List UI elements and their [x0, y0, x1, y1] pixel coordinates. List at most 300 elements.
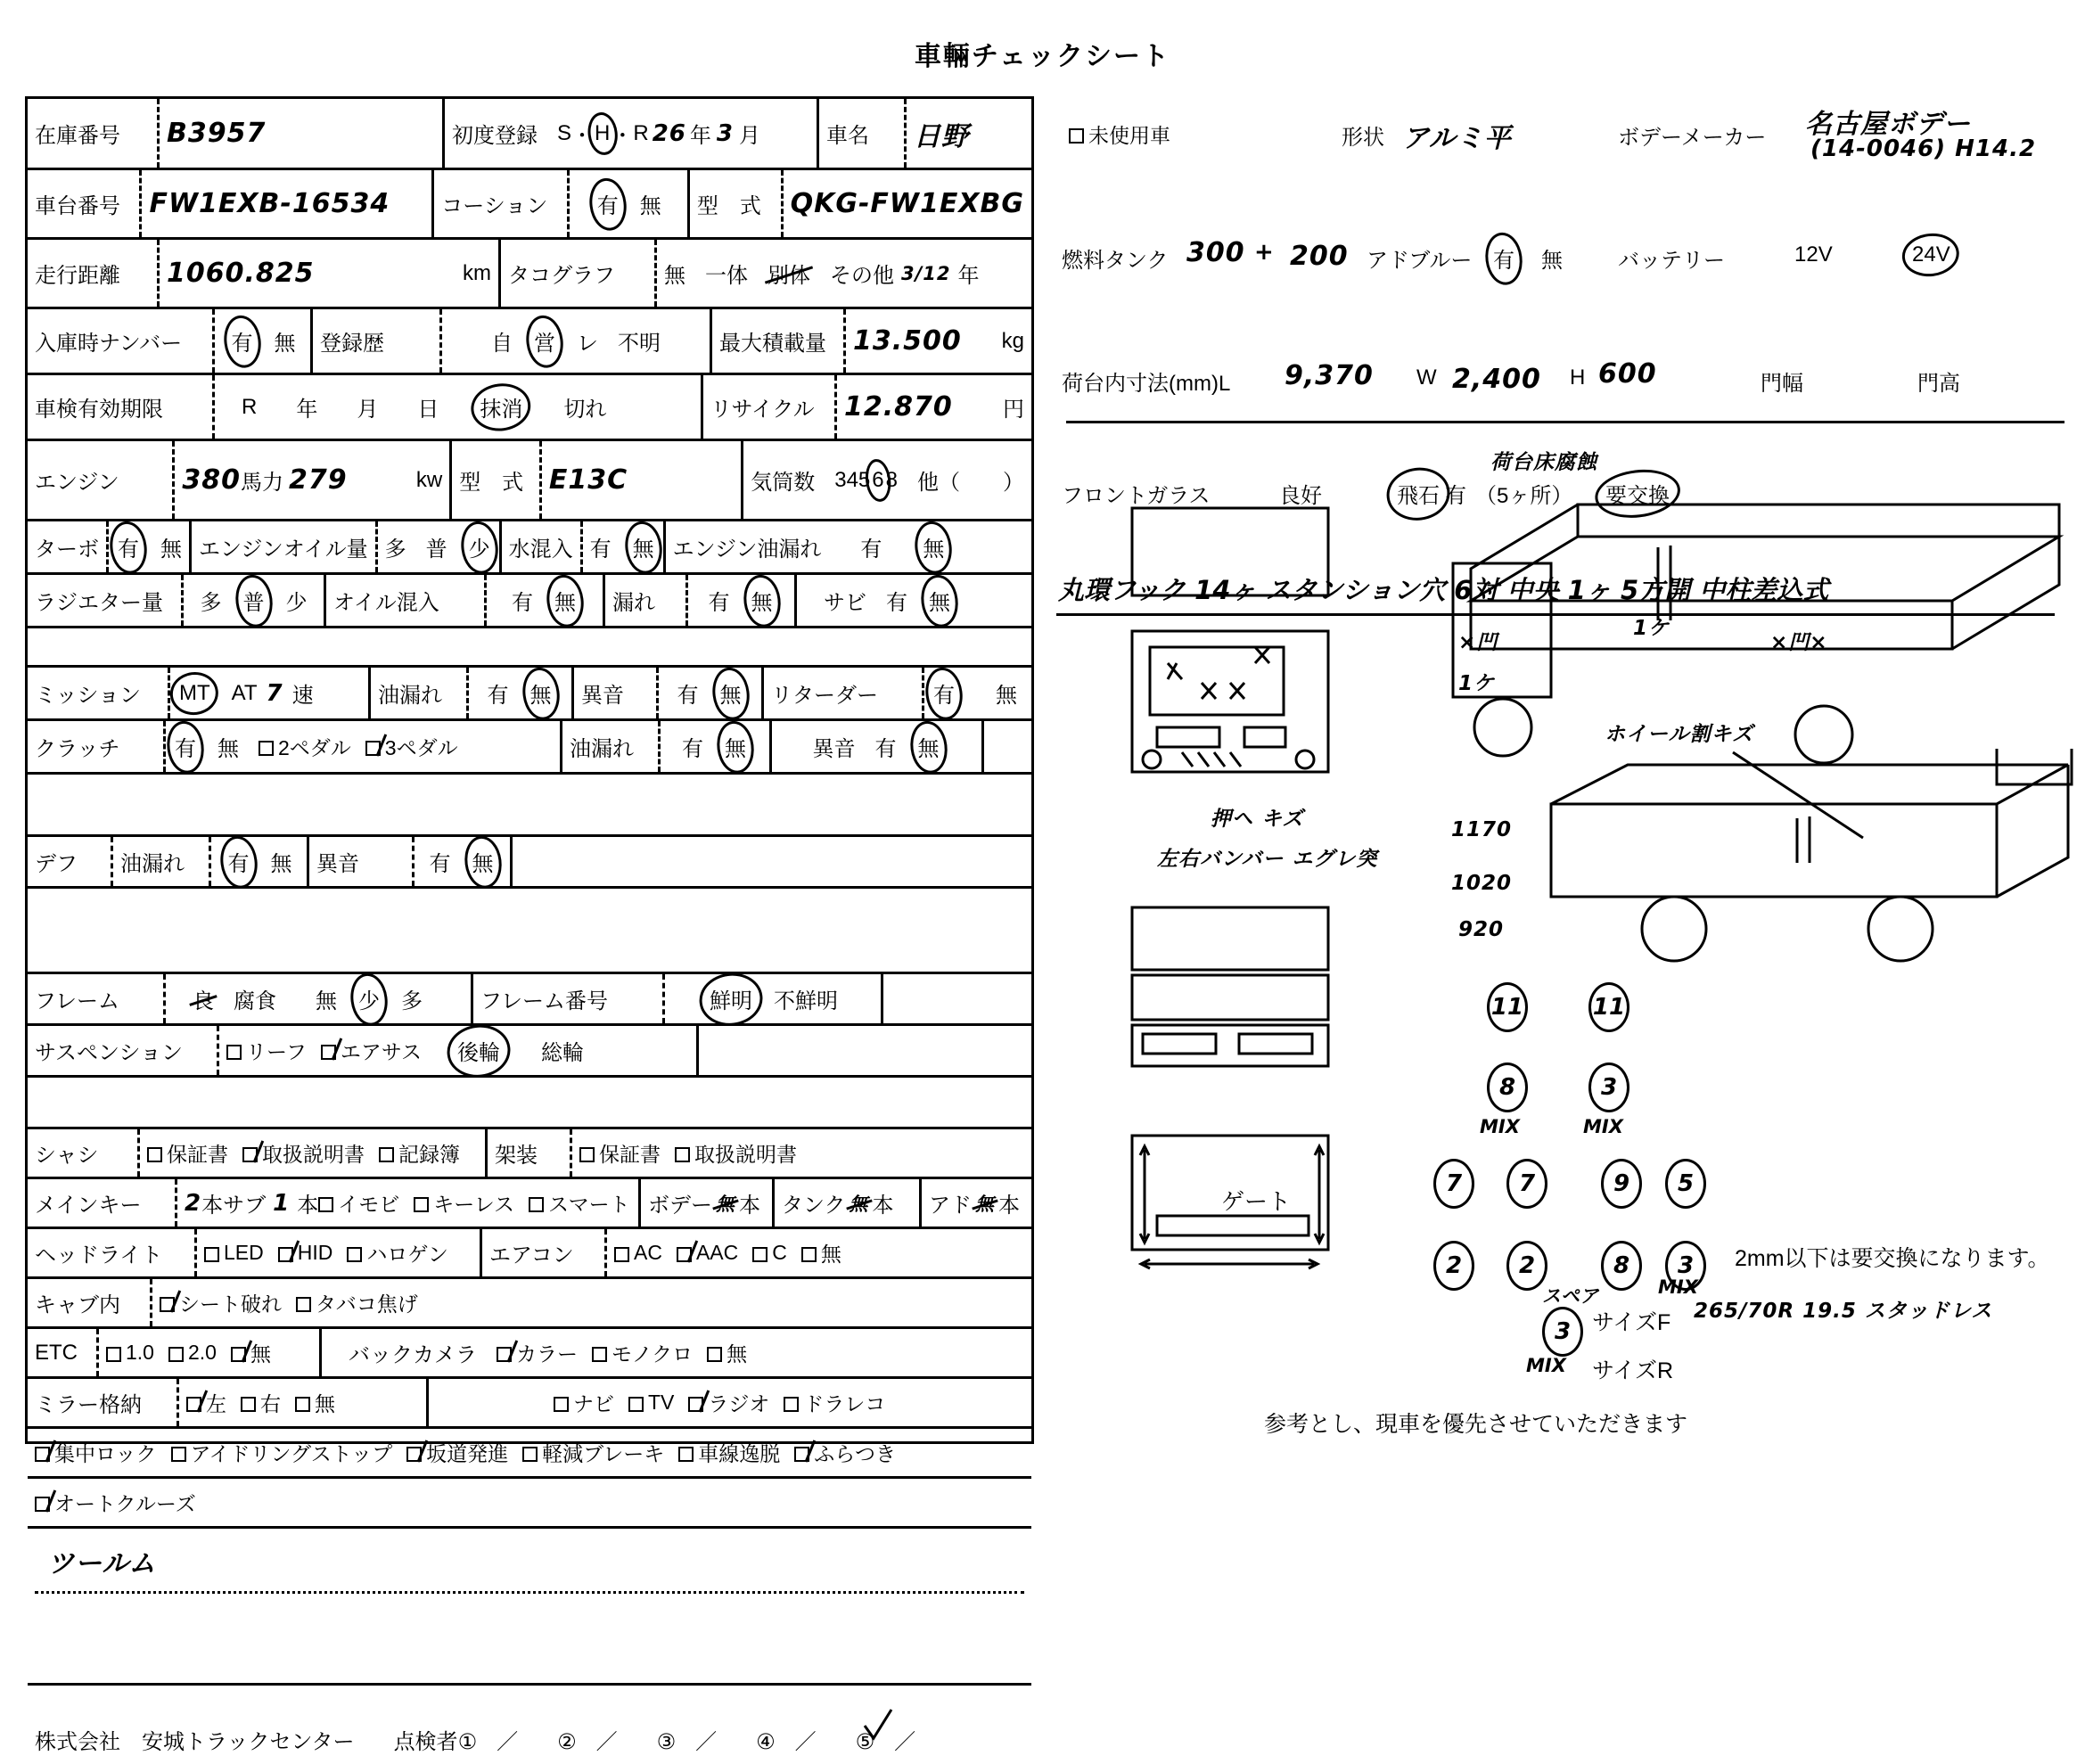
dot-separator: ・	[571, 124, 594, 148]
inspector-label: 点検者	[393, 1730, 458, 1754]
maker-value: 日野	[914, 120, 969, 152]
slash-5: ／	[894, 1730, 916, 1754]
table-row	[28, 974, 1031, 1026]
tire-depth-r4c3: 8	[1601, 1241, 1642, 1291]
tachograph-separate: 別体	[768, 264, 810, 288]
ac-checkbox[interactable]	[614, 1247, 629, 1262]
tire-warning-note: 2mm以下は要交換になります。	[1735, 1246, 2050, 1271]
table-row	[28, 1229, 1031, 1279]
adblue-label: アドブルー	[1367, 249, 1473, 273]
clutch-oilleak-yes: 有	[682, 737, 703, 761]
engine-type-value: E13C	[548, 464, 628, 496]
leak-label: 漏れ	[605, 575, 688, 626]
radiator-label: ラジエター量	[28, 575, 184, 626]
body-warranty-label: 保証書	[599, 1143, 661, 1166]
shape-value: アルミ平	[1402, 123, 1512, 154]
windshield-replace: 要交換	[1605, 484, 1670, 508]
frame-no-unclear: 不鮮明	[774, 989, 838, 1013]
camera-mono-checkbox[interactable]	[592, 1347, 607, 1362]
all-wheel: 総輪	[540, 1041, 584, 1065]
fuel-plus: +	[1254, 239, 1275, 266]
deff-noise-label: 異音	[309, 837, 415, 886]
reg-month-value: 3	[716, 119, 734, 147]
body-manual-checkbox[interactable]	[675, 1147, 690, 1162]
mission-mt: MT	[179, 680, 210, 705]
vehicle-form-table	[25, 96, 1034, 1754]
bed-width-value: 2,400	[1452, 364, 1541, 395]
cylinder-label: 気筒数	[751, 471, 816, 495]
etc20-checkbox[interactable]	[168, 1347, 184, 1362]
table-row	[28, 309, 1031, 375]
immobi-checkbox[interactable]	[318, 1197, 333, 1212]
bodymaker-label: ボデーメーカー	[1618, 126, 1767, 150]
model-label: 型 式	[690, 170, 784, 237]
clutch-noise-label: 異音	[812, 737, 856, 761]
tire-mix-r2c2: MIX	[1583, 1116, 1623, 1137]
camera-color-checkbox[interactable]	[497, 1347, 512, 1362]
table-row	[28, 375, 1031, 441]
hid-label: HID	[297, 1241, 333, 1264]
inspector-slot-4: ④	[756, 1730, 776, 1754]
size-f-value: 265/70R 19.5 スタッドレス	[1694, 1300, 1993, 1323]
main-key-label: メインキー	[28, 1179, 177, 1227]
table-row-blank	[28, 889, 1031, 974]
check-mark-icon	[861, 1708, 897, 1743]
chassis-record-label: 記録簿	[398, 1143, 460, 1166]
halogen-label: ハロゲン	[366, 1243, 448, 1266]
slash-1: ／	[497, 1730, 519, 1754]
bed-width-label: W	[1416, 365, 1437, 390]
mission-oilleak-label: 油漏れ	[371, 668, 469, 718]
recycle-value: 12.870	[844, 391, 953, 423]
plate-yes: 有	[231, 332, 253, 356]
bed-length-value: 9,370	[1285, 360, 1374, 391]
airsus-checkbox[interactable]	[321, 1045, 336, 1060]
model-value: QKG-FW1EXBG	[790, 188, 1024, 219]
turbo-label: ターボ	[28, 521, 109, 572]
dim-920: 920	[1458, 918, 1505, 941]
table-row-blank	[28, 1078, 1031, 1129]
engine-oil-label: エンジンオイル量	[192, 521, 378, 572]
tire-depth-r4c2: 2	[1506, 1241, 1547, 1291]
mark-left-1: ×凹	[1458, 631, 1498, 654]
leak-yes: 有	[708, 591, 730, 615]
shaken-day: 日	[417, 398, 439, 422]
camera-mono-label: モノクロ	[612, 1342, 694, 1366]
bed-height-label: H	[1570, 365, 1586, 390]
camera-none-checkbox[interactable]	[707, 1347, 722, 1362]
leak-no: 無	[751, 591, 773, 615]
table-row	[28, 837, 1031, 889]
table-row	[28, 1686, 1031, 1764]
mark-right: ×凹×	[1770, 631, 1828, 654]
bodymaker-value: 名古屋ボデー	[1805, 109, 1971, 140]
table-row	[28, 668, 1031, 721]
c-label: C	[772, 1241, 787, 1264]
body-warranty-checkbox[interactable]	[579, 1147, 595, 1162]
cabin-label: キャブ内	[28, 1279, 152, 1326]
tire-depth-r3c4: 5	[1665, 1159, 1706, 1209]
headlight-label: ヘッドライト	[28, 1229, 197, 1276]
deff-oilleak-yes: 有	[227, 852, 250, 876]
engine-kw-unit: kw	[415, 467, 443, 492]
turbo-no: 無	[160, 537, 182, 562]
deff-noise-no: 無	[472, 852, 494, 876]
tire-depth-r3c3: 9	[1601, 1159, 1642, 1209]
ac-label: AC	[634, 1241, 662, 1264]
lane-departure-checkbox[interactable]	[678, 1447, 694, 1462]
mirror-left-label: 左	[206, 1392, 226, 1415]
windshield-good: 良好	[1279, 484, 1322, 508]
reg-year-unit: 年	[689, 124, 711, 148]
battery-24v: 24V	[1912, 242, 1950, 267]
deff-noise-yes: 有	[429, 852, 451, 876]
bed-height-value: 600	[1598, 358, 1657, 390]
body-manual-label: 取扱説明書	[694, 1143, 797, 1166]
rust-yes: 有	[886, 591, 907, 615]
c-checkbox[interactable]	[752, 1247, 768, 1262]
table-row	[28, 1279, 1031, 1329]
recycle-label: リサイクル	[703, 375, 837, 439]
table-row-blank	[28, 628, 1031, 668]
adblue-no: 無	[1541, 249, 1563, 273]
table-row	[28, 1179, 1031, 1229]
mirror-right-checkbox[interactable]	[241, 1397, 256, 1412]
engine-hp-unit: 馬力	[241, 471, 283, 495]
table-row	[28, 1129, 1031, 1179]
table-row	[28, 1329, 1031, 1379]
stock-no-label: 在庫番号	[28, 99, 160, 168]
truck-cab-front-diagram	[1435, 562, 1613, 758]
deff-oilleak-no: 無	[270, 852, 292, 876]
oil-few: 少	[468, 537, 490, 562]
shaken-expired: 切れ	[563, 398, 607, 422]
size-r-label: サイズR	[1592, 1358, 1674, 1383]
right-line-1	[1056, 109, 2062, 162]
right-divider	[1066, 421, 2064, 423]
lane-departure-label: 車線逸脱	[698, 1442, 781, 1465]
cyl-5: 5	[858, 467, 871, 492]
clutch-label: クラッチ	[28, 721, 166, 772]
oil-normal: 普	[425, 537, 447, 562]
engine-oil-leak-yes: 有	[860, 537, 882, 562]
frame-few: 少	[358, 989, 380, 1013]
frame-ok: 良	[193, 989, 214, 1013]
keyless-label: キーレス	[433, 1193, 515, 1216]
tire-mix-r2c1: MIX	[1480, 1116, 1520, 1137]
table-row	[28, 1479, 1031, 1529]
deff-label: デフ	[28, 837, 113, 886]
right-footer-note: 参考とし、現車を優先させていただきます	[1264, 1412, 1688, 1437]
tachograph-year: 年	[957, 264, 980, 288]
drec-label: ドラレコ	[803, 1392, 886, 1415]
bed-dim-label: 荷台内寸法(mm)L	[1062, 372, 1231, 396]
tire-depth-r4c4: 3	[1665, 1241, 1706, 1291]
etc10-label: 1.0	[126, 1341, 154, 1364]
shaken-month: 月	[357, 398, 379, 422]
size-f-label: サイズF	[1592, 1310, 1671, 1335]
engine-oil-leak-no: 無	[923, 537, 945, 562]
oil-many: 多	[384, 537, 406, 562]
table-row	[28, 99, 1031, 170]
reg-era-s: S	[557, 120, 572, 145]
sub-key-label: サブ	[223, 1194, 267, 1218]
halogen-checkbox[interactable]	[347, 1247, 362, 1262]
right-line-2	[1056, 237, 2062, 276]
seat-tear-label: シート破れ	[179, 1292, 282, 1316]
aircon-none-label: 無	[820, 1243, 841, 1266]
tire-depth-r3c2: 7	[1506, 1159, 1547, 1209]
table-row	[28, 721, 1031, 775]
pedal3-checkbox[interactable]	[365, 741, 381, 756]
tire-depth-r2c1: 8	[1487, 1063, 1528, 1112]
unused-vehicle-label: 未使用車	[1088, 124, 1170, 147]
water-no: 無	[632, 537, 654, 562]
odometer-unit: km	[463, 260, 491, 285]
retarder-no: 無	[996, 684, 1017, 708]
mission-label: ミッション	[28, 668, 170, 718]
auto-cruise-checkbox[interactable]	[35, 1497, 50, 1512]
hand-note: 丸環フック 14ヶ スタンション穴 6対 中央 1ヶ 5方開 中柱差込式	[1058, 575, 1829, 605]
sway-label: ふらつき	[814, 1442, 896, 1465]
frame-label: フレーム	[28, 974, 166, 1023]
unused-vehicle-checkbox[interactable]	[1069, 128, 1084, 144]
table-row	[28, 170, 1031, 240]
caution-no: 無	[639, 194, 661, 218]
history-lease: レ	[577, 332, 598, 356]
tachograph-other-value: 3/12	[901, 262, 951, 284]
table-row	[28, 1379, 1031, 1429]
inspector-slot-2: ②	[557, 1730, 577, 1754]
idling-stop-checkbox[interactable]	[171, 1447, 186, 1462]
smartkey-checkbox[interactable]	[529, 1197, 544, 1212]
clutch-noise-yes: 有	[874, 737, 897, 761]
keyless-checkbox[interactable]	[414, 1197, 429, 1212]
main-key-count: 2	[185, 1189, 202, 1217]
bumper-sub-note: 押ヘ キズ	[1211, 808, 1304, 831]
aeb-checkbox[interactable]	[522, 1447, 538, 1462]
history-biz: 営	[534, 332, 555, 356]
aac-checkbox[interactable]	[677, 1247, 692, 1262]
tachograph-label: タコグラフ	[501, 240, 657, 307]
main-key-unit: 本	[201, 1194, 224, 1218]
ad-key-count: 無	[975, 1190, 995, 1217]
mark-mid: 1ケ	[1633, 617, 1670, 640]
frame-no-clear: 鮮明	[710, 989, 752, 1013]
company-name: 株式会社 安城トラックセンター	[35, 1730, 355, 1754]
water-yes: 有	[589, 537, 612, 562]
frame-no-label: フレーム番号	[473, 974, 665, 1023]
size-r-mix: MIX	[1526, 1355, 1566, 1376]
spare-depth-value: 3	[1542, 1307, 1583, 1357]
chassis-warranty-checkbox[interactable]	[147, 1147, 162, 1162]
size-f-mix: MIX	[1658, 1276, 1698, 1298]
table-row	[28, 240, 1031, 309]
mission-speed-unit: 速	[291, 684, 314, 708]
battery-label: バッテリー	[1618, 249, 1725, 273]
chassis-label: シャシ	[28, 1129, 140, 1177]
tachograph-other: その他	[830, 264, 894, 288]
table-row	[28, 1026, 1031, 1078]
tank-key-label: タンク	[782, 1194, 846, 1218]
reg-year-value: 26	[652, 119, 686, 147]
mirror-none-label: 無	[315, 1392, 335, 1415]
etc-label: ETC	[28, 1329, 99, 1376]
body-key-count: 無	[716, 1190, 735, 1217]
etc10-checkbox[interactable]	[106, 1347, 121, 1362]
oil-mix-label: オイル混入	[326, 575, 487, 626]
led-checkbox[interactable]	[204, 1247, 219, 1262]
tire-depth-r4c1: 2	[1433, 1241, 1474, 1291]
immobi-label: イモビ	[338, 1193, 400, 1216]
plate-label: 入庫時ナンバー	[28, 309, 215, 373]
reg-era-r: R	[633, 120, 649, 145]
inspector-slot-3: ③	[656, 1730, 677, 1754]
slash-3: ／	[695, 1730, 718, 1754]
radio-label: ラジオ	[708, 1392, 770, 1415]
clutch-yes: 有	[175, 737, 196, 761]
tachograph-none: 無	[664, 264, 685, 288]
camera-color-label: カラー	[516, 1342, 578, 1366]
mission-noise-label: 異音	[574, 668, 659, 718]
aircon-label: エアコン	[482, 1229, 607, 1276]
cyl-8: 8	[885, 467, 898, 492]
pedal2-checkbox[interactable]	[259, 741, 274, 756]
gate-label: ゲート	[1221, 1188, 1292, 1215]
chassis-manual-checkbox[interactable]	[242, 1147, 258, 1162]
dim-1170: 1170	[1451, 818, 1513, 841]
caution-yes: 有	[596, 194, 619, 218]
sub-key-count: 1	[273, 1189, 291, 1217]
rad-many: 多	[200, 591, 222, 615]
body-label: 架装	[488, 1129, 572, 1177]
cyl-6: 6	[872, 467, 884, 492]
windshield-label: フロントガラス	[1062, 484, 1211, 508]
chassis-warranty-label: 保証書	[167, 1143, 228, 1166]
rust-no: 無	[929, 591, 950, 615]
retarder-yes: 有	[933, 684, 955, 708]
aircon-none-checkbox[interactable]	[801, 1247, 817, 1262]
battery-12v: 12V	[1794, 242, 1833, 267]
aac-label: AAC	[695, 1241, 739, 1264]
radio-checkbox[interactable]	[688, 1397, 703, 1412]
cyl-other: 他	[917, 471, 939, 495]
caution-label: コーション	[434, 170, 569, 237]
ad-key-unit: 本	[998, 1194, 1020, 1218]
mark-left-2: 1ケ	[1458, 672, 1496, 695]
mirror-right-label: 右	[260, 1392, 281, 1415]
page-title: 車輛チェックシート	[914, 42, 1171, 71]
fuel-tank-label: 燃料タンク	[1062, 249, 1169, 273]
hill-start-label: 坂道発進	[426, 1442, 509, 1465]
dot-separator: ・	[612, 124, 634, 148]
cig-burn-label: タバコ焦げ	[316, 1292, 418, 1316]
truck-side-view-diagram	[1444, 749, 2085, 980]
drec-checkbox[interactable]	[784, 1397, 799, 1412]
etc-none-checkbox[interactable]	[231, 1347, 246, 1362]
tv-checkbox[interactable]	[628, 1397, 644, 1412]
sway-checkbox[interactable]	[794, 1447, 809, 1462]
spare-label: スペア	[1542, 1285, 1598, 1307]
rust-label: サビ	[824, 591, 866, 615]
body-key-unit: 本	[739, 1194, 760, 1218]
recycle-unit: 円	[1003, 398, 1024, 422]
wheel-scratch-label: ホイール割キズ	[1605, 723, 1754, 746]
shaken-year: 年	[296, 398, 318, 422]
cyl-3: 3	[834, 467, 847, 492]
gate-width-label: 門幅	[1761, 372, 1803, 396]
engine-kw-value: 279	[289, 464, 348, 496]
shaken-era: R	[242, 394, 258, 419]
cig-burn-checkbox[interactable]	[296, 1297, 311, 1312]
seat-tear-checkbox[interactable]	[160, 1297, 175, 1312]
tv-label: TV	[648, 1391, 675, 1414]
retarder-label: リターダー	[764, 668, 924, 718]
rear-wheel: 後輪	[456, 1041, 500, 1065]
windshield-chip: 飛石	[1397, 484, 1440, 508]
airsus-label: エアサス	[340, 1040, 422, 1063]
navi-checkbox[interactable]	[554, 1397, 569, 1412]
leaf-checkbox[interactable]	[226, 1045, 242, 1060]
table-row-blank	[28, 775, 1031, 837]
frame-none: 無	[316, 989, 337, 1013]
hid-checkbox[interactable]	[278, 1247, 293, 1262]
mission-noise-no: 無	[719, 684, 742, 708]
table-row	[28, 575, 1031, 628]
engine-hp-value: 380	[182, 464, 241, 496]
stock-no-value: B3957	[167, 118, 267, 149]
slash-4: ／	[794, 1730, 817, 1754]
mission-oilleak-no: 無	[529, 684, 552, 708]
mission-speed-value: 7	[266, 679, 283, 707]
mission-noise-yes: 有	[677, 684, 699, 708]
bed-floor-label: 荷台床腐蝕	[1490, 451, 1597, 474]
mirror-none-checkbox[interactable]	[295, 1397, 310, 1412]
fuel-tank-b: 200	[1290, 241, 1349, 272]
clutch-oilleak-no: 無	[725, 737, 746, 761]
max-load-value: 13.500	[853, 325, 962, 357]
tire-depth-r3c1: 7	[1433, 1159, 1474, 1209]
table-row	[28, 521, 1031, 575]
mirror-left-checkbox[interactable]	[186, 1397, 201, 1412]
hill-start-checkbox[interactable]	[406, 1447, 422, 1462]
chassis-record-checkbox[interactable]	[379, 1147, 394, 1162]
frame-many: 多	[401, 989, 423, 1013]
etc20-label: 2.0	[187, 1341, 217, 1364]
ad-key-label: アド	[929, 1194, 972, 1218]
free-note-value: ツールム	[47, 1548, 157, 1579]
clutch-oilleak-label: 油漏れ	[562, 721, 661, 772]
mirror-label: ミラー格納	[28, 1379, 179, 1426]
engine-oil-leak-label: エンジン油漏れ	[672, 537, 822, 562]
history-unknown: 不明	[618, 332, 661, 356]
mission-oilleak-yes: 有	[487, 684, 509, 708]
oilmix-yes: 有	[512, 591, 533, 615]
table-row	[28, 441, 1031, 521]
clutch-noise-no: 無	[917, 737, 940, 761]
reg-era-h: H	[595, 120, 611, 145]
pedal2-label: 2ペダル	[278, 736, 351, 759]
cyl-4: 4	[846, 467, 858, 492]
engine-label: エンジン	[28, 441, 175, 519]
central-lock-label: 集中ロック	[54, 1442, 157, 1465]
smartkey-label: スマート	[548, 1193, 630, 1216]
tire-depth-r1c1: 11	[1487, 982, 1528, 1032]
slash-2: ／	[595, 1730, 618, 1754]
adblue-yes: 有	[1493, 249, 1514, 273]
central-lock-checkbox[interactable]	[35, 1447, 50, 1462]
history-label: 登録歴	[313, 309, 442, 373]
